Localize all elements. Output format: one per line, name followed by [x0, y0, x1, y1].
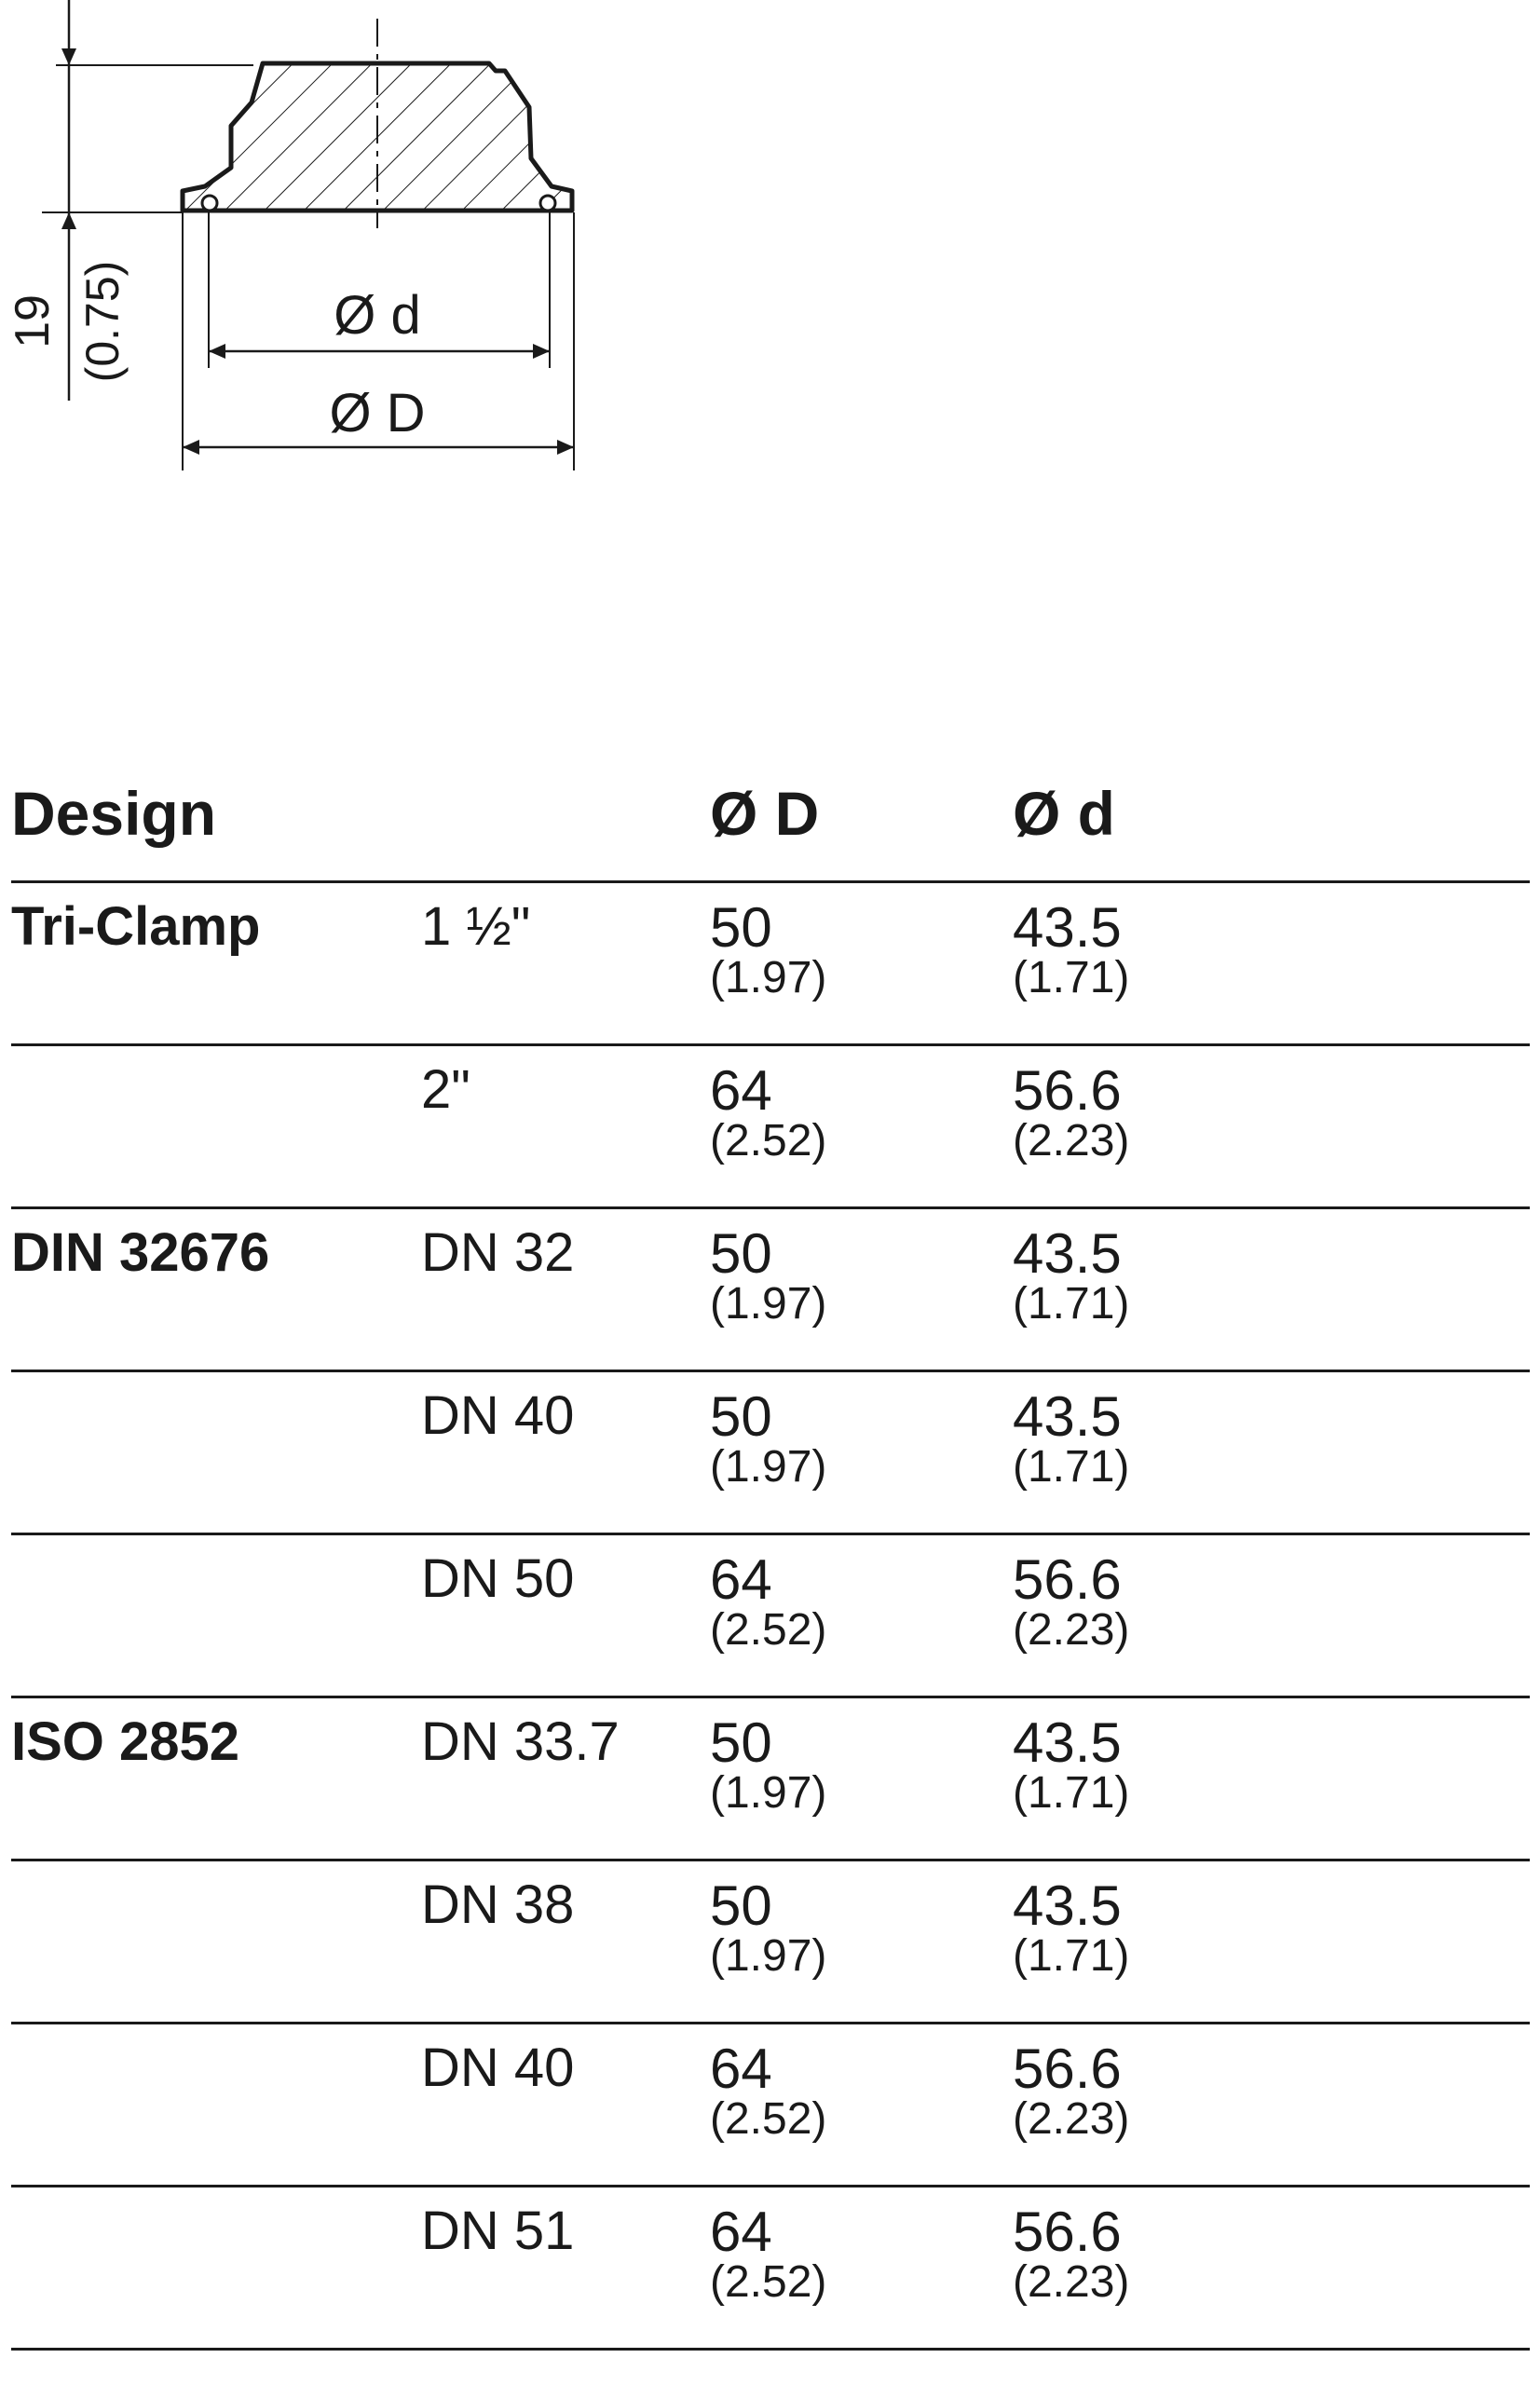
table-row	[11, 1534, 1530, 1697]
outer-diameter-in: (1.97)	[710, 1768, 827, 1818]
size-cell	[421, 1860, 710, 2024]
nominal-size: 1 ½"	[421, 896, 531, 957]
design-cell	[11, 1371, 421, 1534]
table-row	[11, 1208, 1530, 1371]
table-row	[11, 1371, 1530, 1534]
design-name: Tri-Clamp	[11, 896, 261, 957]
outer-diameter-cell	[710, 1208, 1013, 1371]
size-cell	[421, 2024, 710, 2187]
inner-diameter-mm: 43.5	[1013, 896, 1122, 959]
nominal-size: DN 40	[421, 1385, 575, 1446]
design-cell	[11, 1697, 421, 1860]
outer-diameter-mm: 50	[710, 896, 772, 959]
inner-diameter-in: (1.71)	[1013, 1768, 1130, 1818]
inner-diameter-cell	[1013, 2187, 1530, 2350]
table-row	[11, 1860, 1530, 2024]
outer-diameter-in: (2.52)	[710, 1116, 827, 1165]
table-header-row	[11, 783, 1530, 882]
design-cell	[11, 1208, 421, 1371]
outer-diameter-in: (2.52)	[710, 2257, 827, 2307]
design-cell	[11, 1860, 421, 2024]
nominal-size: DN 33.7	[421, 1711, 620, 1772]
size-cell	[421, 1045, 710, 1208]
inner-diameter-cell	[1013, 882, 1530, 1045]
inner-diameter-in: (2.23)	[1013, 2257, 1130, 2307]
size-cell	[421, 1534, 710, 1697]
inner-diameter-cell	[1013, 1208, 1530, 1371]
header-design: Design	[11, 783, 421, 882]
nominal-size: DN 32	[421, 1222, 575, 1283]
flange-dimension-drawing	[0, 0, 634, 484]
table-row	[11, 2024, 1530, 2187]
outer-diameter-cell	[710, 1697, 1013, 1860]
inner-diameter-mm: 56.6	[1013, 1059, 1122, 1122]
outer-diameter-cell	[710, 1534, 1013, 1697]
outer-diameter-mm: 50	[710, 1874, 772, 1937]
design-cell	[11, 1045, 421, 1208]
inner-diameter-cell	[1013, 1697, 1530, 1860]
size-cell	[421, 1697, 710, 1860]
design-name: ISO 2852	[11, 1711, 240, 1772]
design-cell	[11, 2024, 421, 2187]
nominal-size: DN 51	[421, 2201, 575, 2261]
inner-diameter-in: (1.71)	[1013, 1279, 1130, 1329]
design-cell	[11, 882, 421, 1045]
nominal-size: 2"	[421, 1059, 470, 1120]
inner-diameter-cell	[1013, 1045, 1530, 1208]
outer-diameter-in: (2.52)	[710, 2094, 827, 2144]
outer-diameter-in: (1.97)	[710, 1442, 827, 1492]
size-cell	[421, 1371, 710, 1534]
outer-diameter-mm: 64	[710, 2037, 772, 2100]
outer-diameter-mm: 64	[710, 1548, 772, 1611]
table-row	[11, 882, 1530, 1045]
design-cell	[11, 1534, 421, 1697]
outer-diameter-cell	[710, 2187, 1013, 2350]
size-cell	[421, 1208, 710, 1371]
inner-diameter-in: (1.71)	[1013, 1931, 1130, 1981]
outer-diameter-mm: 64	[710, 1059, 772, 1122]
right-groove	[540, 196, 555, 211]
outer-diameter-mm: 50	[710, 1385, 772, 1448]
height-in-label: (0.75)	[76, 260, 129, 383]
inner-diameter-mm: 56.6	[1013, 1548, 1122, 1611]
size-cell	[421, 2187, 710, 2350]
outer-diameter-in: (1.97)	[710, 1279, 827, 1329]
outer-diameter-in: (2.52)	[710, 1605, 827, 1655]
outer-diameter-in: (1.97)	[710, 1931, 827, 1981]
outer-diameter-cell	[710, 1045, 1013, 1208]
outer-diameter-in: (1.97)	[710, 953, 827, 1002]
inner-diameter-cell	[1013, 1860, 1530, 2024]
inner-diameter-in: (2.23)	[1013, 1605, 1130, 1655]
header-inner-diameter: Ø d	[1013, 783, 1530, 882]
inner-diameter-mm: 43.5	[1013, 1711, 1122, 1774]
outer-diameter-mm: 50	[710, 1711, 772, 1774]
nominal-size: DN 50	[421, 1548, 575, 1609]
inner-diameter-cell	[1013, 2024, 1530, 2187]
nominal-size: DN 40	[421, 2037, 575, 2098]
left-groove	[202, 196, 217, 211]
design-cell	[11, 2187, 421, 2350]
inner-diameter-in: (2.23)	[1013, 2094, 1130, 2144]
inner-diameter-mm: 56.6	[1013, 2037, 1122, 2100]
height-mm-label: 19	[6, 294, 60, 348]
table-row	[11, 2187, 1530, 2350]
nominal-size: DN 38	[421, 1874, 575, 1935]
inner-diameter-mm: 43.5	[1013, 1385, 1122, 1448]
inner-diameter-cell	[1013, 1371, 1530, 1534]
design-name: DIN 32676	[11, 1222, 270, 1283]
outer-diameter-cell	[710, 1860, 1013, 2024]
inner-diameter-mm: 43.5	[1013, 1222, 1122, 1285]
outer-diameter-mm: 50	[710, 1222, 772, 1285]
table-row	[11, 1697, 1530, 1860]
table-row	[11, 1045, 1530, 1208]
inner-diameter-in: (1.71)	[1013, 1442, 1130, 1492]
outer-diameter-label: Ø D	[329, 383, 426, 443]
header-outer-diameter: Ø D	[710, 783, 1013, 882]
outer-diameter-cell	[710, 882, 1013, 1045]
header-size	[421, 783, 710, 882]
outer-diameter-mm: 64	[710, 2201, 772, 2263]
inner-diameter-in: (2.23)	[1013, 1116, 1130, 1165]
inner-diameter-in: (1.71)	[1013, 953, 1130, 1002]
size-cell	[421, 882, 710, 1045]
outer-diameter-cell	[710, 1371, 1013, 1534]
inner-diameter-dimension	[209, 344, 550, 359]
outer-diameter-cell	[710, 2024, 1013, 2187]
inner-diameter-mm: 43.5	[1013, 1874, 1122, 1937]
inner-diameter-cell	[1013, 1534, 1530, 1697]
dimension-table	[11, 779, 1530, 2351]
inner-diameter-mm: 56.6	[1013, 2201, 1122, 2263]
inner-diameter-label: Ø d	[334, 285, 421, 346]
